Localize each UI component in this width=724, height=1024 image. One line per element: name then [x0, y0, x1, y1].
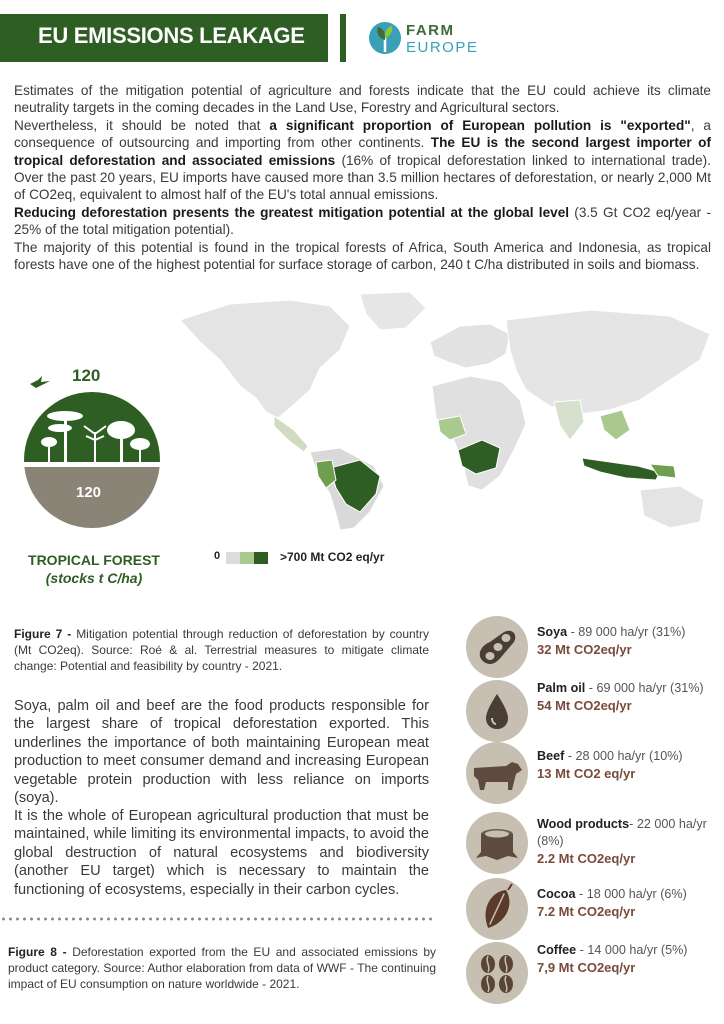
- title-separator: [340, 14, 346, 62]
- figure-7-label: Figure 7 -: [14, 627, 77, 641]
- body-paragraph-2: It is the whole of European agricultural production that must be maintained, while limiting its environmental impacts, to avoid the global destruction of natural ecosystems and biodiversity (another EU target) which is necessary to maintain the functioning of ecosystems, especially in their carbon cycles.: [14, 808, 429, 898]
- figure-8-label: Figure 8 -: [8, 945, 73, 959]
- product-detail: - 89 000 ha/yr (31%): [567, 625, 686, 639]
- map-asia: [506, 310, 710, 414]
- figure-8-text: Deforestation exported from the EU and associated emissions by product category. Source: Author elaboration from data of WWF - The continuing impact of EU consumption on nature worldwide - 2021.: [8, 945, 436, 991]
- legend-max: >700 Mt CO2 eq/yr: [280, 550, 385, 564]
- product-soya-text: [537, 624, 717, 658]
- figure-8-caption: [8, 944, 436, 992]
- coffee-beans-icon: [466, 942, 528, 1004]
- product-beef-text: [537, 748, 717, 782]
- dotted-divider: [0, 917, 434, 921]
- product-name: Palm oil: [537, 681, 586, 695]
- logo-text: [406, 22, 478, 56]
- cow-icon: [466, 742, 528, 804]
- figure-7-caption: [14, 626, 429, 674]
- product-detail: - 14 000 ha/yr (5%): [576, 943, 688, 957]
- product-coffee-text: [537, 942, 717, 976]
- page-title: EU EMISSIONS LEAKAGE: [38, 23, 305, 48]
- intro-sentence-3b: (3.5 Gt CO2 eq/year - 25% of the total mitigation potential).: [14, 204, 711, 238]
- intro-sentence-2c: , a consequence of outsourcing and importing from other continents.: [14, 117, 711, 151]
- forest-label: TROPICAL FOREST: [28, 552, 160, 568]
- farm-europe-logo: [368, 18, 488, 62]
- product-detail: - 18 000 ha/yr (6%): [575, 887, 687, 901]
- header: [0, 0, 724, 74]
- forest-carbon-circle: [24, 392, 160, 528]
- product-wood-text: [537, 816, 717, 867]
- product-emissions: 2.2 Mt CO2eq/yr: [537, 851, 636, 866]
- map-indonesia: [582, 458, 660, 480]
- deforestation-map: [170, 290, 715, 530]
- product-emissions: 54 Mt CO2eq/yr: [537, 698, 632, 713]
- tree-stump-icon: [466, 812, 528, 874]
- map-central-america: [274, 416, 308, 452]
- tropical-forest-infographic: [20, 362, 170, 592]
- intro-sentence-2e: (16% of tropical deforestation linked to international trade). Over the past 20 years, EU imports have caused more than 3.5 million hectares of deforestation, or nearly 2,000 Mt of CO2eq, equivalent to almost half of the EU's total annual emissions.: [14, 152, 711, 203]
- product-name: Coffee: [537, 943, 577, 957]
- map-greenland: [360, 292, 426, 330]
- intro-highlight-1: a significant proportion of European pollution is "exported": [269, 117, 691, 133]
- logo-line-1: FARM: [406, 22, 455, 39]
- forest-sublabel: (stocks t C/ha): [45, 570, 143, 586]
- intro-text: [14, 82, 711, 273]
- map-southeast-asia: [600, 410, 630, 440]
- product-cocoa-text: [537, 886, 717, 920]
- oil-drop-icon: [466, 680, 528, 742]
- product-name: Beef: [537, 749, 565, 763]
- legend-min: 0: [214, 550, 221, 562]
- intro-highlight-3: Reducing deforestation presents the greatest mitigation potential at the global level: [14, 204, 570, 220]
- legend-swatch-2: [240, 552, 254, 564]
- intro-highlight-2: The EU is the second largest importer of tropical deforestation and associated emissions: [14, 135, 711, 168]
- map-india: [554, 400, 584, 440]
- logo-line-2: EUROPE: [406, 39, 479, 56]
- map-north-america: [180, 300, 350, 418]
- product-emissions: 7.2 Mt CO2eq/yr: [537, 904, 636, 919]
- legend-swatch-1: [226, 552, 240, 564]
- legend-swatch-3: [254, 552, 268, 564]
- map-australia: [640, 486, 704, 528]
- body-paragraph-1: Soya, palm oil and beef are the food products responsible for the largest share of tropical deforestation exported. This underlines the importance of both maintaining European meat production to meet consumer demand and increasing European vegetable protein production with less reliance on imports (soya).: [14, 698, 429, 807]
- aboveground-stock-value: 120: [72, 366, 101, 385]
- product-emissions: 7,9 Mt CO2eq/yr: [537, 960, 636, 975]
- map-europe: [430, 324, 510, 368]
- title-band: [0, 14, 328, 62]
- product-detail: - 22 000 ha/yr (8%): [537, 817, 707, 848]
- product-name: Wood products: [537, 817, 630, 831]
- product-detail: - 28 000 ha/yr (10%): [564, 749, 683, 763]
- product-emissions: 32 Mt CO2eq/yr: [537, 642, 632, 657]
- figure-7-text: Mitigation potential through reduction of deforestation by country (Mt CO2eq). Source: Roé & al. Terrestrial measures to mitigate climate change: Potential and feasibility by country - 2021.: [14, 627, 430, 673]
- soil-stock-value: 120: [76, 484, 102, 501]
- bird-icon: [28, 374, 52, 390]
- cocoa-pod-icon: [466, 878, 528, 940]
- product-palm-oil-text: [537, 680, 717, 714]
- intro-sentence-1: Estimates of the mitigation potential of agriculture and forests indicate that the EU could achieve its climate neutrality targets in the coming decades in the Land Use, Forestry and Agricultural sectors.: [14, 83, 711, 116]
- product-name: Soya: [537, 625, 568, 639]
- world-map: [170, 290, 715, 530]
- product-detail: - 69 000 ha/yr (31%): [585, 681, 704, 695]
- leaf-logo-icon: [368, 18, 402, 58]
- product-name: Cocoa: [537, 887, 576, 901]
- intro-sentence-2a: Nevertheless, it should be noted that: [14, 117, 270, 133]
- soybean-icon: [466, 616, 528, 678]
- intro-sentence-4: The majority of this potential is found in the tropical forests of Africa, South America and Indonesia, as tropical forests have one of the highest potential for surface storage of carbon, 240 t C/ha distributed in soils and biomass.: [14, 239, 711, 273]
- product-emissions: 13 Mt CO2 eq/yr: [537, 766, 636, 781]
